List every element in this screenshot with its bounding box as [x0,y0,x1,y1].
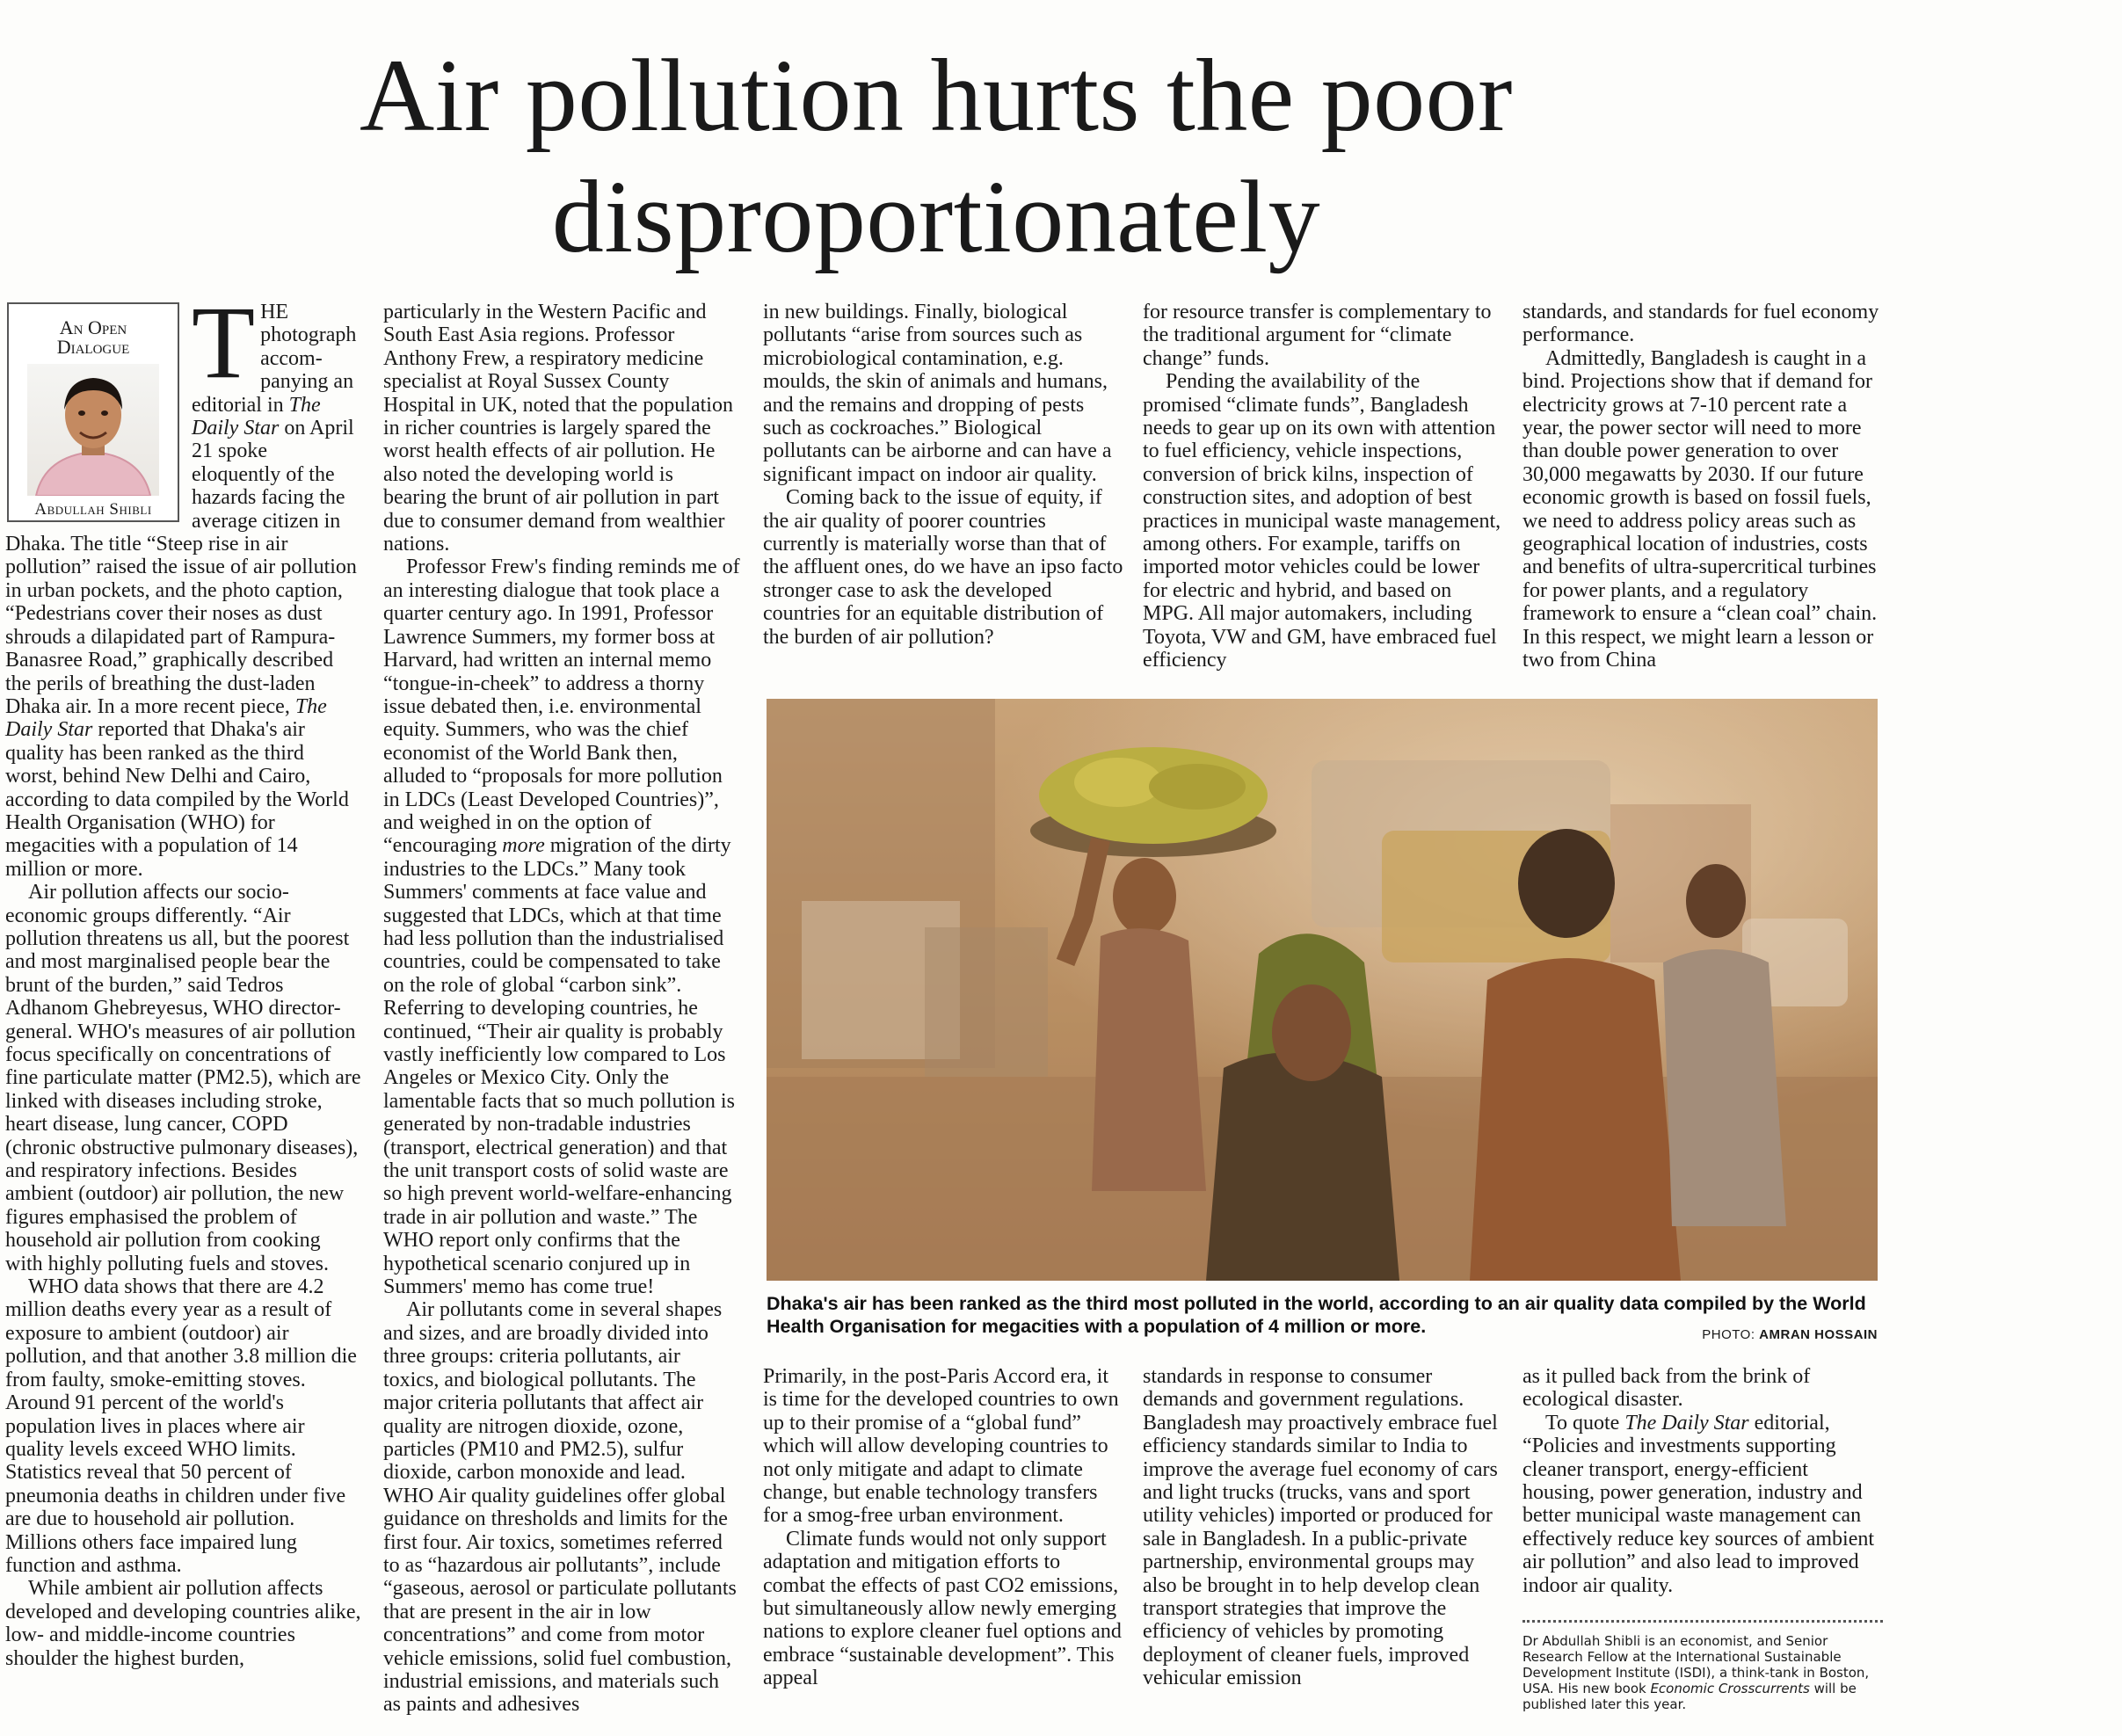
photo-credit-name: AMRAN HOSSAIN [1759,1327,1878,1342]
author-name: Abdullah Shibli [34,500,152,519]
paragraph: Air pollutants come in several shapes and sizes, and are broadly divided into three groups: criteria pollutants, air toxics, and biological pollutants. The major criteria pollutants that affect air quality are nitrogen dioxide, ozone, particles (PM10 and PM2.5), sulfur dioxide, carbon monoxide and lead. WHO Air quality guidelines offer global guidance on thresholds and limits for the first four. Air toxics, sometimes referred to as “hazardous air pollutants”, include “gaseous, aerosol or particulate pollutants that are present in the air in low concentrations” and come from motor vehicle emissions, solid fuel combustion, industrial emissions, and materials such as paints and adhesives [383,1298,737,1717]
paragraph: While ambient air pollution affects developed and developing countries alike, low- and middle-income countries shoulder the highest burden, [5,1577,361,1670]
paragraph: in new buildings. Finally, biological pollutants “arise from sources such as microbiological contamination, e.g. moulds, the skin of animals and humans, and the remains and dropping of pests such as cockroaches.” Biological pollutants can be airborne and can have a significant impact on indoor air quality. [763,301,1112,486]
author-box-spacer [5,301,192,526]
paragraph: Pending the availability of the promised “climate funds”, Bangladesh needs to gear up on its own with attention to fuel efficiency, vehicle inspections, conversion of brick kilns, inspection of construction sites, and adoption of best practices in municipal waste management, among others. For example, tariffs on imported motor vehicles could be lower for electric and hybrid, and based on MPG. All major automakers, including Toyota, VW and GM, have embraced fuel efficiency [1143,370,1501,672]
photo-caption: Dhaka's air has been ranked as the third most polluted in the world, according to an air quality data compiled by the World Health Organisation for megacities with a population of 4 million or more. [767,1293,1866,1337]
news-photo [767,699,1878,1281]
photo-credit [1702,1327,1878,1342]
paragraph: Primarily, in the post-Paris Accord era, it is time for the developed countries to own up to their promise of a “global fund” which will allow developing countries to not only mitigate and adapt to climate change, but enable technology transfers for a smog-free urban environment. [763,1365,1119,1528]
dotted-divider [1522,1620,1883,1623]
article-column-4-bottom [1143,1365,1503,1690]
article-column-4-top [1143,301,1503,672]
paragraph: standards in response to consumer demands and government regulations. Bangladesh may proactively embrace fuel efficiency standards similar to India to improve the average fuel economy of cars and light trucks (trucks, vans and sport utility vehicles) imported or produced for sale in Bangladesh. In a public-private partnership, environmental groups may also be brought in to help develop clean transport strategies that improve the efficiency of vehicles by promoting deployment of cleaner fuels, improved vehicular emission [1143,1365,1498,1690]
headline-line-2: disproportionately [551,159,1321,274]
paragraph: Climate funds would not only support adaptation and mitigation efforts to combat the effects of past CO2 emissions, but simultaneously allow newly emerging nations to explore cleaner fuel options and embrace “sustainable development”. This appeal [763,1527,1122,1690]
article-column-1-text [5,285,361,1670]
column-kicker-line-2: Dialogue [56,336,130,358]
paragraph: Professor Frew's finding reminds me of an interesting dialogue that took place a quarter century ago. In 1991, Professor Lawrence Summers, my former boss at Harvard, had written an internal memo “tongue-in-cheek” to address a thorny issue debated then, i.e. environmental equity. Summers, who was the chief economist of the World Bank then, alluded to “proposals for more pollution in LDCs (Least Developed Countries)”, and weighed in on the option of “encouraging more migration of the dirty industries to the LDCs.” Many took Summers' comments at face value and suggested that LDCs, which at that time had less pollution than the industrialised countries, could be compensated to take on the role of global “carbon sink”. Referring to developing countries, he continued, “Their air quality is probably vastly inefficiently low compared to Los Angeles or Mexico City. Only the lamentable facts that so much pollution is generated by non-tradable industries (transport, electrical generation) and that the unit transport costs of solid waste are so high prevent world-welfare-enhancing trade in air pollution and waste.” The WHO report only confirms that the hypothetical scenario conjured up in Summers' memo has come true! [383,556,740,1299]
photo-credit-label: PHOTO: [1702,1327,1755,1342]
article-column-2 [383,301,740,1717]
paragraph: standards, and standards for fuel economy performance. [1522,301,1879,347]
headline [0,35,1872,278]
article-column-5-top [1522,301,1883,672]
paragraph: WHO data shows that there are 4.2 million deaths every year as a result of exposure to ambient (outdoor) air pollution, and that another 3.8 million die from faulty, smoke-emitting stoves. Around 91 percent of the world's population lives in places where air quality levels exceed WHO limits. Statistics reveal that 50 percent of pneumonia deaths in children under five are due to household air pollution. Millions others face impaired lung function and asthma. [5,1275,357,1577]
paragraph: THE photograph accom-panying an editorial in The Daily Star on April 21 spoke eloquently of the hazards facing the average citizen in Dhaka. The title “Steep rise in air pollution” raised the issue of air pollution in urban pockets, and the photo caption, “Pedestrians cover their noses as dust shrouds a dilapidated part of Rampura-Banasree Road,” graphically described the perils of breathing the dust-laden Dhaka air. In a more recent piece, The Daily Star reported that Dhaka's air quality has been ranked as the third worst, behind New Delhi and Cairo, according to data compiled by the World Health Organisation (WHO) for megacities with a population of 14 million or more. [5,285,357,881]
article-column-3-bottom [763,1365,1123,1690]
paragraph: as it pulled back from the brink of ecological disaster. [1522,1365,1811,1412]
paragraph: Coming back to the issue of equity, if the air quality of poorer countries currently is materially worse than that of the affluent ones, do we have an ipso facto stronger case to ask the developed countries for an equitable distribution of the burden of air pollution? [763,486,1123,649]
paragraph: To quote The Daily Star editorial, “Policies and investments supporting cleaner transport, energy-efficient housing, power generation, industry and better municipal waste management can effectively reduce key sources of ambient air pollution” and also lead to improved indoor air quality. [1522,1411,1875,1597]
paragraph: Air pollution affects our socio-economic groups differently. “Air pollution threatens us all, but the poorest and most marginalised people bear the brunt of the burden,” said Tedros Adhanom Ghebreyesus, WHO director-general. WHO's measures of air pollution focus specifically on concentrations of fine particulate matter (PM2.5), which are linked with diseases including stroke, heart disease, lung cancer, COPD (chronic obstructive pulmonary diseases), and respiratory infections. Besides ambient (outdoor) air pollution, the new figures emphasised the problem of household air pollution from cooking with highly polluting fuels and stoves. [5,881,361,1275]
column-kicker-line-1: An Open [59,316,127,338]
paragraph: for resource transfer is complementary to the traditional argument for “climate change” funds. [1143,301,1492,370]
drop-cap: T [192,285,256,400]
paragraph: Admittedly, Bangladesh is caught in a bind. Projections show that if demand for electricity grows at 7-10 percent rate a year, the power sector will need to more than double power generation to over 30,000 megawatts by 2030. If our future economic growth is based on fossil fuels, we need to address policy areas such as geographical location of industries, costs and benefits of ultra-supercritical turbines for power plants, and a regulatory framework to ensure a “clean coal” chain. In this respect, we might learn a lesson or two from China [1522,346,1878,672]
paragraph: particularly in the Western Pacific and South East Asia regions. Professor Anthony Frew, a respiratory medicine specialist at Royal Sussex County Hospital in UK, noted that the population in richer countries is largely spared the worst health effects of air pollution. He also noted the developing world is bearing the brunt of air pollution in part due to consumer demand from wealthier nations. [383,301,733,556]
author-bio: Dr Abdullah Shibli is an economist, and Senior Research Fellow at the International Sustainable Development Institute (ISDI), a think-tank in Boston, USA. His new book Economic Crosscurrents will be published later this year. [1522,1633,1870,1712]
article-column-3-top [763,301,1123,649]
article-column-5-bottom [1522,1365,1883,1597]
headline-line-1: Air pollution hurts the poor [360,38,1513,153]
